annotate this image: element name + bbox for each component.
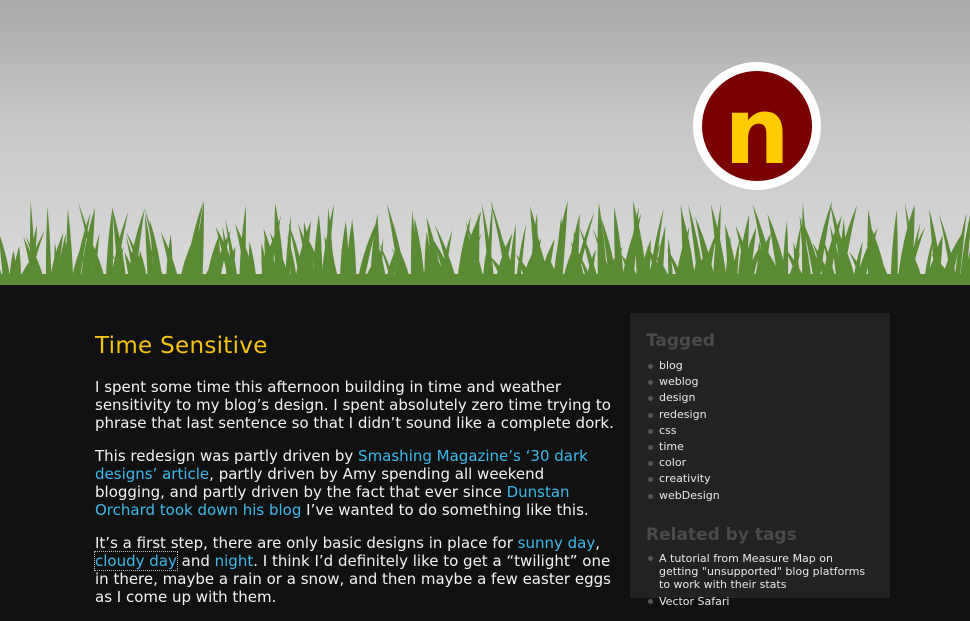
- paragraph-2-text: This redesign was partly driven by: [95, 447, 358, 465]
- smashing-magazine-link[interactable]: Smashing Magazine’s ‘30 dark designs’ article: [95, 447, 588, 483]
- cloudy-day-link[interactable]: cloudy day: [95, 552, 177, 570]
- related-item: [646, 595, 875, 608]
- related-list: [646, 552, 875, 608]
- tag-link-redesign[interactable]: redesign: [659, 408, 707, 421]
- post-title: [95, 330, 615, 362]
- tag-link-color[interactable]: color: [659, 456, 686, 469]
- paragraph-1: I spent some time this afternoon building in time and weather sensitivity to my blog’s design. I spent absolutely zero time trying to phrase that last sentence so that I didn’t sound like a complete dork.: [95, 378, 615, 432]
- tag-item: [646, 439, 875, 455]
- related-heading: Related by tags: [646, 524, 875, 546]
- tag-link-css[interactable]: css: [659, 424, 677, 437]
- sidebar: [630, 313, 890, 598]
- site-logo[interactable]: [692, 61, 822, 191]
- paragraph-2: [95, 447, 615, 519]
- tag-link-design[interactable]: design: [659, 391, 696, 404]
- tag-item: [646, 471, 875, 487]
- tag-item: [646, 358, 875, 374]
- tag-item: [646, 374, 875, 390]
- logo-letter: n: [724, 78, 790, 185]
- tag-item: [646, 407, 875, 423]
- post: [95, 330, 615, 621]
- grass-decoration: [0, 196, 970, 285]
- related-item: [646, 552, 875, 591]
- tag-list: [646, 358, 875, 504]
- related-link-vector-safari[interactable]: Vector Safari: [659, 595, 729, 608]
- grass-blade: [46, 206, 51, 285]
- sunny-day-link[interactable]: sunny day: [518, 534, 596, 552]
- night-link[interactable]: night: [215, 552, 254, 570]
- home-link[interactable]: [692, 61, 822, 191]
- grass-blade: [66, 209, 73, 285]
- grass-blade: [891, 210, 898, 285]
- paragraph-3-text: and: [177, 552, 215, 570]
- paragraph-2-text: , partly driven by Amy spending all weekend blogging, and partly driven by the fact that ever since: [95, 465, 544, 501]
- logo-n-icon: [692, 61, 822, 191]
- grass-blade: [614, 207, 624, 285]
- tag-link-weblog[interactable]: weblog: [659, 375, 699, 388]
- paragraph-2-text: I’ve wanted to do something like this.: [301, 501, 588, 519]
- tag-link-blog[interactable]: blog: [659, 359, 683, 372]
- tag-link-time[interactable]: time: [659, 440, 684, 453]
- tag-link-webdesign[interactable]: webDesign: [659, 489, 720, 502]
- tag-item: [646, 488, 875, 504]
- paragraph-3: [95, 534, 615, 606]
- paragraph-3-text: It’s a first step, there are only basic designs in place for: [95, 534, 518, 552]
- dunstan-orchard-link[interactable]: Dunstan Orchard took down his blog: [95, 483, 570, 519]
- post-body: [95, 378, 615, 606]
- post-title-link[interactable]: Time Sensitive: [95, 333, 268, 359]
- site-header: [0, 0, 970, 285]
- paragraph-3-text: . I think I’d definitely like to get a “twilight” one in there, maybe a rain or a snow, and then maybe a few easter eggs as I come up with them.: [95, 552, 611, 606]
- tag-item: [646, 390, 875, 406]
- tag-item: [646, 455, 875, 471]
- tag-link-creativity[interactable]: creativity: [659, 472, 711, 485]
- paragraph-3-text: ,: [595, 534, 600, 552]
- related-link-measure-map[interactable]: A tutorial from Measure Map on getting "unsupported" blog platforms to work with their stats: [659, 552, 865, 591]
- tag-item: [646, 423, 875, 439]
- tagged-heading: Tagged: [646, 330, 875, 352]
